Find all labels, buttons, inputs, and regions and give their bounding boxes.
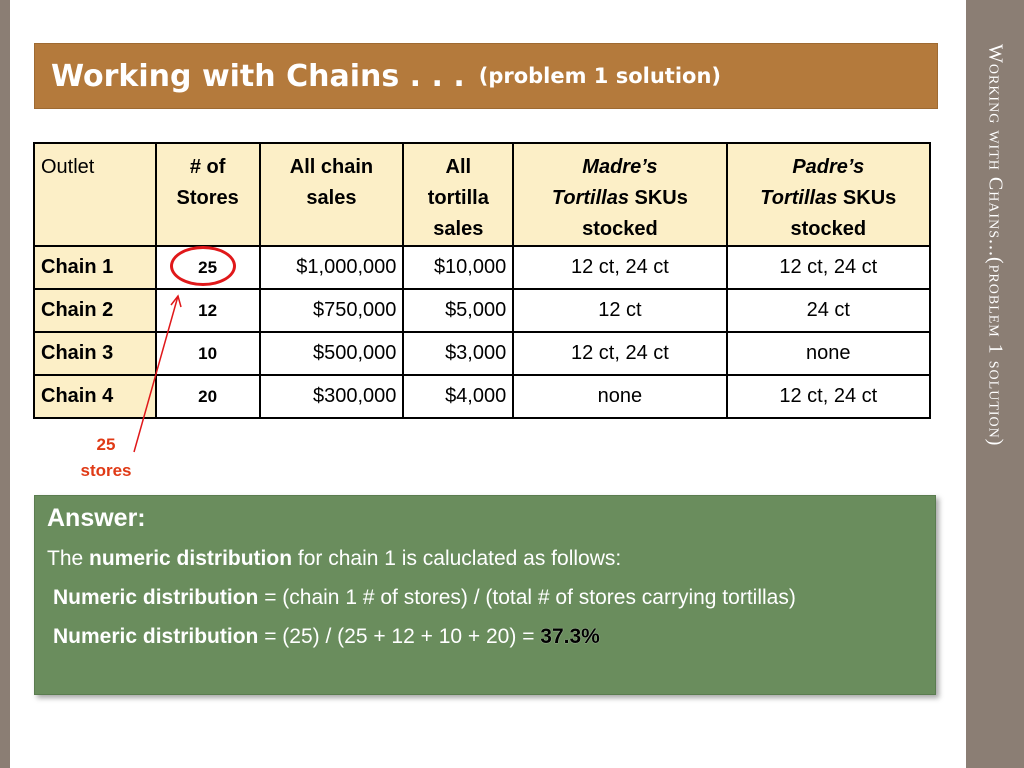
- cell-chain-sales: $750,000: [260, 289, 404, 332]
- cell-stores: 12: [156, 289, 260, 332]
- annotation-note: [70, 432, 142, 484]
- side-title-text: Working with Chains...(problem 1 solution): [984, 44, 1007, 447]
- cell-chain-sales: $500,000: [260, 332, 404, 375]
- header-chain-sales: All chain sales: [260, 143, 404, 246]
- answer-box: [34, 495, 936, 695]
- cell-padre: 12 ct, 24 ct: [727, 375, 930, 418]
- cell-padre: 24 ct: [727, 289, 930, 332]
- cell-madre: 12 ct, 24 ct: [513, 332, 726, 375]
- answer-heading: Answer:: [47, 504, 146, 532]
- slide-subtitle: (problem 1 solution): [478, 64, 722, 88]
- slide-title: Working with Chains . . .: [51, 58, 465, 94]
- cell-stores: 10: [156, 332, 260, 375]
- cell-padre: none: [727, 332, 930, 375]
- cell-tortilla-sales: $10,000: [403, 246, 513, 289]
- cell-outlet: Chain 4: [34, 375, 156, 418]
- header-stores: # of Stores: [156, 143, 260, 246]
- cell-outlet: Chain 1: [34, 246, 156, 289]
- cell-tortilla-sales: $3,000: [403, 332, 513, 375]
- cell-chain-sales: $1,000,000: [260, 246, 404, 289]
- cell-outlet: Chain 3: [34, 332, 156, 375]
- cell-chain-sales: $300,000: [260, 375, 404, 418]
- header-outlet: Outlet: [34, 143, 156, 246]
- annotation-line1: 25: [96, 435, 116, 454]
- cell-outlet: Chain 2: [34, 289, 156, 332]
- header-padre: Padre’s Tortillas SKUs stocked: [727, 143, 930, 246]
- answer-result: 37.3%: [540, 625, 600, 648]
- cell-madre: 12 ct, 24 ct: [513, 246, 726, 289]
- cell-tortilla-sales: $5,000: [403, 289, 513, 332]
- header-madre: Madre’s Tortillas SKUs stocked: [513, 143, 726, 246]
- cell-tortilla-sales: $4,000: [403, 375, 513, 418]
- answer-paragraph-1: The numeric distribution for chain 1 is caluclated as follows:: [47, 547, 622, 570]
- cell-stores: 20: [156, 375, 260, 418]
- header-tortilla-sales: All tortilla sales: [403, 143, 513, 246]
- annotation-line2: stores: [80, 461, 132, 480]
- cell-madre: 12 ct: [513, 289, 726, 332]
- cell-stores: 25: [156, 246, 260, 289]
- answer-paragraph-3: Numeric distribution = (25) / (25 + 12 + 10 + 20) = 37.3%: [53, 625, 600, 648]
- answer-paragraph-2: Numeric distribution = (chain 1 # of stores) / (total # of stores carrying tortillas): [53, 586, 796, 609]
- cell-padre: 12 ct, 24 ct: [727, 246, 930, 289]
- cell-madre: none: [513, 375, 726, 418]
